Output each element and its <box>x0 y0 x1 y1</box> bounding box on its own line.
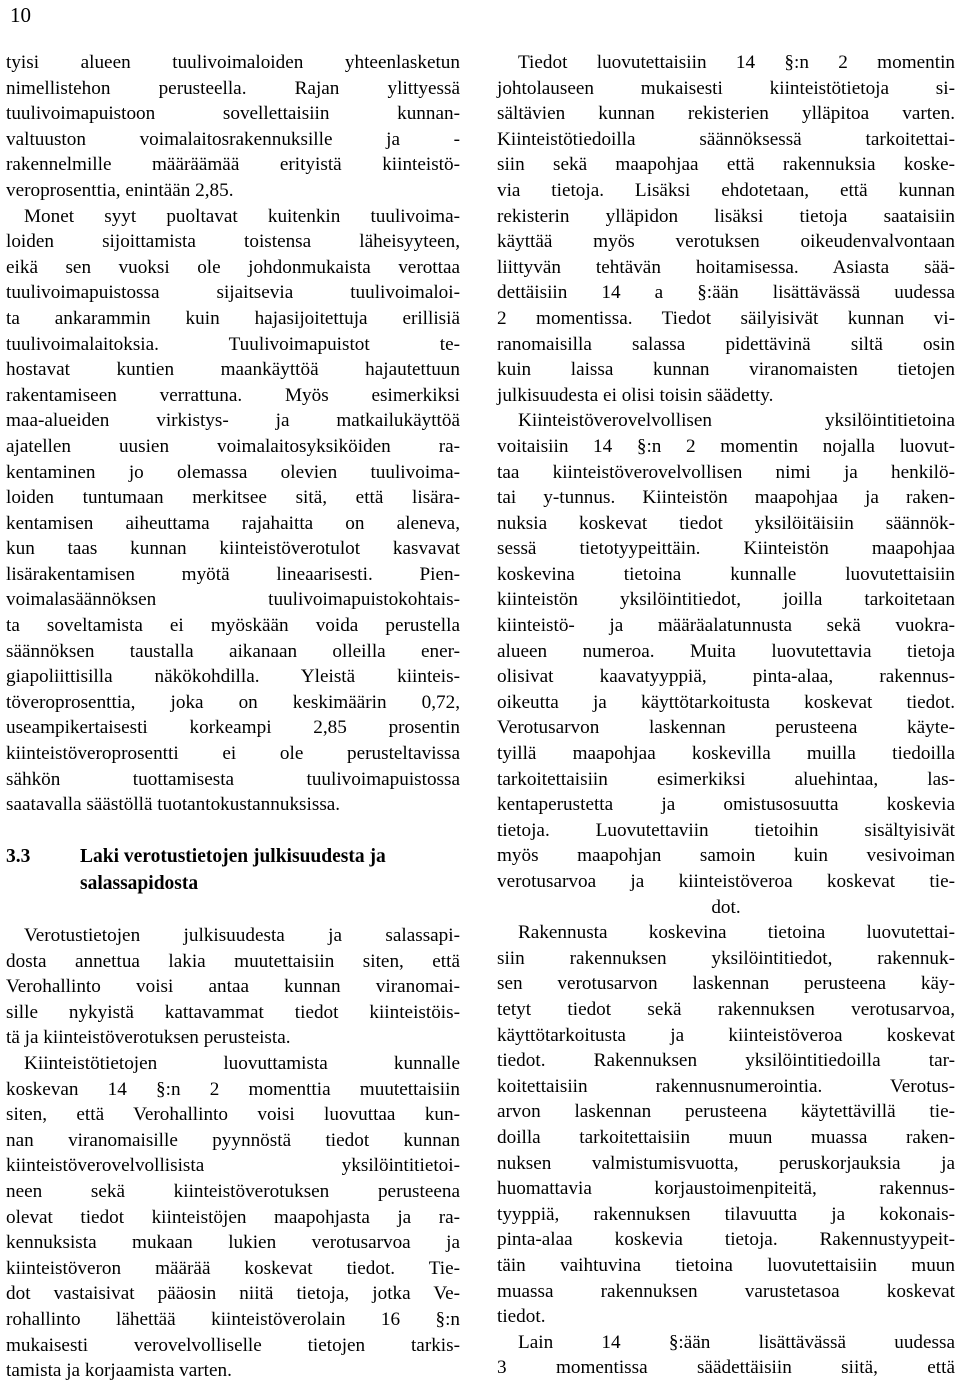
text-line: myös maapohjan samoin kuin vesivoiman <box>497 845 955 867</box>
text-line: nimellistehon perusteella. Rajan ylittyessä <box>6 77 460 99</box>
text-line: saatavalla säästöllä tuotantokustannuksissa. <box>6 794 341 816</box>
text-line: sältävien kunnan rekisterien ylläpitoa varten. <box>497 103 955 125</box>
text-line: koskevina tietoina kunnalle luovutettaisiin <box>497 563 955 585</box>
text-line: tuulivoimapuistoon sovellettaisiin kunnan- <box>6 103 460 125</box>
text-line: kiinteistöverovelvollisista yksilöintitietoi- <box>6 1155 460 1177</box>
text-line: sen verotusarvon laskennan perusteena käy- <box>497 973 955 995</box>
text-line: julkisuudesta ei olisi toisin säädetty. <box>497 384 774 406</box>
text-line: koitettaisiin rakennusnumerointia. Verotus- <box>497 1075 955 1097</box>
text-line: tetyt tiedot sekä rakennuksen verotusarvoa, <box>497 998 955 1020</box>
text-line: Verohallinto voisi antaa kunnan viranomai- <box>6 976 460 998</box>
text-line: tyyppiä, rakennuksen tilavuutta ja kokonais- <box>497 1203 955 1225</box>
text-line: Kiinteistötietojen luovuttamista kunnalle <box>24 1052 460 1074</box>
text-line: dettäisiin 14 a §:ään lisättävässä uudessa <box>497 282 955 304</box>
text-line: dosta annettua lakia muutettaisiin siten, että <box>6 950 460 972</box>
text-line: valtuuston voimalaitosrakennuksille ja - <box>6 128 460 150</box>
left-paragraph-3 <box>6 923 460 1051</box>
text-line: tyisi alueen tuulivoimaloiden yhteenlasketun <box>6 52 460 73</box>
text-line: liittyvän tehtävän hoitamisessa. Asiasta sää- <box>497 256 955 278</box>
text-line: kentamisen aiheuttama rajahaitta on aleneva, <box>6 512 460 534</box>
text-line: Tiedot luovutettaisiin 14 §:n 2 momentin <box>518 52 955 73</box>
text-line: voitaisiin 14 §:n 2 momentin nojalla luovut- <box>497 435 955 457</box>
text-line: oikeutta ja käyttötarkoitusta koskevat tiedot. <box>497 691 955 713</box>
text-line: kentaperustetta ja omistusosuutta koskevia <box>497 794 955 816</box>
text-line: 2 momentissa. Tiedot säilyisivät kunnan vi- <box>497 307 955 329</box>
right-paragraph-2 <box>497 408 955 920</box>
text-line: loiden tuntumaan merkitsee sitä, että lisära- <box>6 487 460 509</box>
text-line: dot vastaisivat pääosin niitä tietoja, jotka Ve- <box>6 1283 460 1305</box>
text-line: giapoliittisilla näkökohdilla. Yleistä kiinteis- <box>6 666 460 688</box>
text-line: käyttötarkoitusta ja kiinteistöveroa koskevat <box>497 1024 955 1046</box>
text-line: kiinteistöveroprosentti ei ole perusteltavissa <box>6 743 460 765</box>
text-line: via tietoja. Lisäksi ehdotetaan, että kunnan <box>497 179 955 201</box>
right-column <box>497 50 955 1381</box>
text-line: rekisterin ylläpidon lisäksi tietoja saataisiin <box>497 205 955 227</box>
text-line: johtolauseen mukaisesti kiinteistötietoja si- <box>497 77 955 99</box>
text-line: tyillä maapohjaa koskevilla muilla tiedoilla <box>497 743 955 765</box>
text-line: säännöksen taustalla aikanaan olleilla ener- <box>6 640 460 662</box>
text-line: ranomaisilla salassa pidettävinä siltä osin <box>497 333 955 355</box>
text-line: tiedot. Rakennuksen yksilöintitiedoilla tar- <box>497 1050 955 1072</box>
text-line: hostavat kuntien maankäyttöä hajautettuun <box>6 359 460 381</box>
text-line: tamista ja korjaamista varten. <box>6 1360 232 1382</box>
text-line: loiden sijoittamista toistensa läheisyyteen, <box>6 231 460 253</box>
text-line: sille nykyistä kattavammat tiedot kiinteistöis- <box>6 1001 460 1023</box>
text-line: doilla tarkoitettaisiin muun muassa raken- <box>497 1126 955 1148</box>
text-line: maa-alueiden virkistys- ja matkailukäyttöä <box>6 410 460 432</box>
text-line: kiinteistöveron määrää koskevat tiedot. Tie- <box>6 1257 460 1279</box>
text-line: Kiinteistöverovelvollisen yksilöintitietoina <box>518 410 955 432</box>
section-number: 3.3 <box>6 846 31 868</box>
left-paragraph-4 <box>6 1051 460 1384</box>
text-line: nuksia koskevat tiedot yksilöitäisiin säännök- <box>497 512 955 534</box>
text-line: Lain 14 §:ään lisättävässä uudessa <box>518 1331 955 1353</box>
text-line: sähkön tuottamisesta tuulivoimapuistossa <box>6 768 460 790</box>
text-line: olevat tiedot kiinteistöjen maapohjasta ja ra- <box>6 1206 460 1228</box>
text-line: Rakennusta koskevina tietoina luovutettai- <box>518 922 955 944</box>
text-line: ta ankarammin kuin hajasijoitettuja erillisiä <box>6 307 460 329</box>
left-paragraph-2 <box>6 204 460 818</box>
text-line: tietoja. Luovutettaviin tietoihin sisältyisivät <box>497 819 955 841</box>
text-line: voimalasäännöksen tuulivoimapuistokohtais- <box>6 589 460 611</box>
text-line: siten, että Verohallinto voisi luovuttaa kun- <box>6 1104 460 1126</box>
text-line: arvon laskennan perusteena käytettävillä tie- <box>497 1101 955 1123</box>
text-line: ta soveltamista ei myöskään voida perustella <box>6 615 460 637</box>
text-line: kuin laissa kunnan viranomaisten tietojen <box>497 359 955 381</box>
text-line: koskevan 14 §:n 2 momenttia muutettaisiin <box>6 1078 460 1100</box>
text-line: tuulivoimalaitoksia. Tuulivoimapuistot te- <box>6 333 460 355</box>
text-line: Kiinteistötiedoilla säännöksessä tarkoitettai- <box>497 128 955 150</box>
right-paragraph-4 <box>497 1330 955 1381</box>
text-line: dot. <box>711 896 741 918</box>
text-line: tarkoitettaisiin esimerkiksi aluehintaa, las- <box>497 768 955 790</box>
text-line: mukaisesti verovelvolliselle tietojen tarkis- <box>6 1334 460 1356</box>
text-line: tuulivoimapuistossa sijaitsevia tuulivoimaloi- <box>6 282 460 304</box>
right-paragraph-3 <box>497 920 955 1330</box>
text-line: veroprosenttia, enintään 2,85. <box>6 179 234 201</box>
text-line: töveroprosenttia, joka on keskimäärin 0,72, <box>6 691 460 713</box>
text-line: huomattavia korjaustoimenpiteitä, rakennus- <box>497 1178 955 1200</box>
text-line: muassa rakennuksen varustetasoa koskevat <box>497 1280 955 1302</box>
section-title-line: salassapidosta <box>80 873 199 895</box>
text-line: kentaminen jo olemassa olevien tuulivoima- <box>6 461 460 483</box>
text-line: siin sekä maapohjaa että rakennuksia koske- <box>497 154 955 176</box>
text-line: siin rakennuksen yksilöintitiedot, rakennuk- <box>497 947 955 969</box>
text-line: tiedot. <box>497 1306 546 1328</box>
text-line: käyttää myös verotuksen oikeudenvalvontaan <box>497 231 955 253</box>
text-line: nuksen valmistumisvuotta, peruskorjauksia ja <box>497 1152 955 1174</box>
text-line: rohallinto lähettää kiinteistöverolain 16 §:n <box>6 1308 460 1330</box>
section-heading <box>6 843 460 897</box>
text-line: rakennelmille määräämää erityistä kiinteistö- <box>6 154 460 176</box>
text-line: taa kiinteistöverovelvollisen nimi ja henkilö- <box>497 461 955 483</box>
text-line: lisärakentamisen myötä lineaarisesti. Pien- <box>6 563 460 585</box>
text-line: kiinteistön yksilöintitiedot, joilla tarkoitetaan <box>497 589 955 611</box>
text-line: Monet syyt puoltavat kuitenkin tuulivoima- <box>24 205 460 227</box>
page-number: 10 <box>10 3 31 27</box>
text-line: pinta-alaa koskevia tietoja. Rakennustyypeit- <box>497 1229 955 1251</box>
text-line: tai y-tunnus. Kiinteistön maapohjaa ja raken- <box>497 487 955 509</box>
text-line: sessä tietotyypeittäin. Kiinteistön maapohjaa <box>497 538 955 560</box>
left-paragraph-1 <box>6 50 460 204</box>
text-line: rakentamiseen verrattuna. Myös esimerkiksi <box>6 384 460 406</box>
section-title-line: Laki verotustietojen julkisuudesta ja <box>80 846 386 868</box>
text-line: kiinteistö- ja määräalatunnusta sekä vuokra- <box>497 615 955 637</box>
right-paragraph-1 <box>497 50 955 408</box>
text-line: täin vaihtuvina tietoina luovutettaisiin muun <box>497 1254 955 1276</box>
text-line: verotusarvoa ja kiinteistöveroa koskevat tie- <box>497 871 955 892</box>
spacer <box>6 897 460 923</box>
text-line: Verotustietojen julkisuudesta ja salassapi- <box>24 925 460 946</box>
text-line: eikä sen vuoksi ole johdonmukaista verottaa <box>6 256 460 278</box>
text-line: Verotusarvon laskennan perusteena käyte- <box>497 717 955 739</box>
text-line: 3 momentissa säädettäisiin siitä, että <box>497 1357 955 1379</box>
text-line: neen sekä kiinteistöverotuksen perusteena <box>6 1180 460 1202</box>
text-line: olisivat kaavatyyppiä, pinta-alaa, rakennus- <box>497 666 955 688</box>
text-line: ajatellen uusien voimalaitosyksiköiden ra- <box>6 435 460 457</box>
left-column <box>6 50 460 1384</box>
spacer <box>6 818 460 844</box>
text-line: alueen numeroa. Muita luovutettavia tietoja <box>497 640 955 662</box>
text-line: nan viranomaisille pyynnöstä tiedot kunnan <box>6 1129 460 1151</box>
text-line: kun taas kunnan kiinteistöverotulot kasvavat <box>6 538 460 560</box>
text-line: kennuksista mukaan lukien verotusarvoa ja <box>6 1232 460 1254</box>
text-line: tä ja kiinteistöverotuksen perusteista. <box>6 1027 291 1049</box>
text-line: useampikertaisesti korkeampi 2,85 prosentin <box>6 717 460 739</box>
